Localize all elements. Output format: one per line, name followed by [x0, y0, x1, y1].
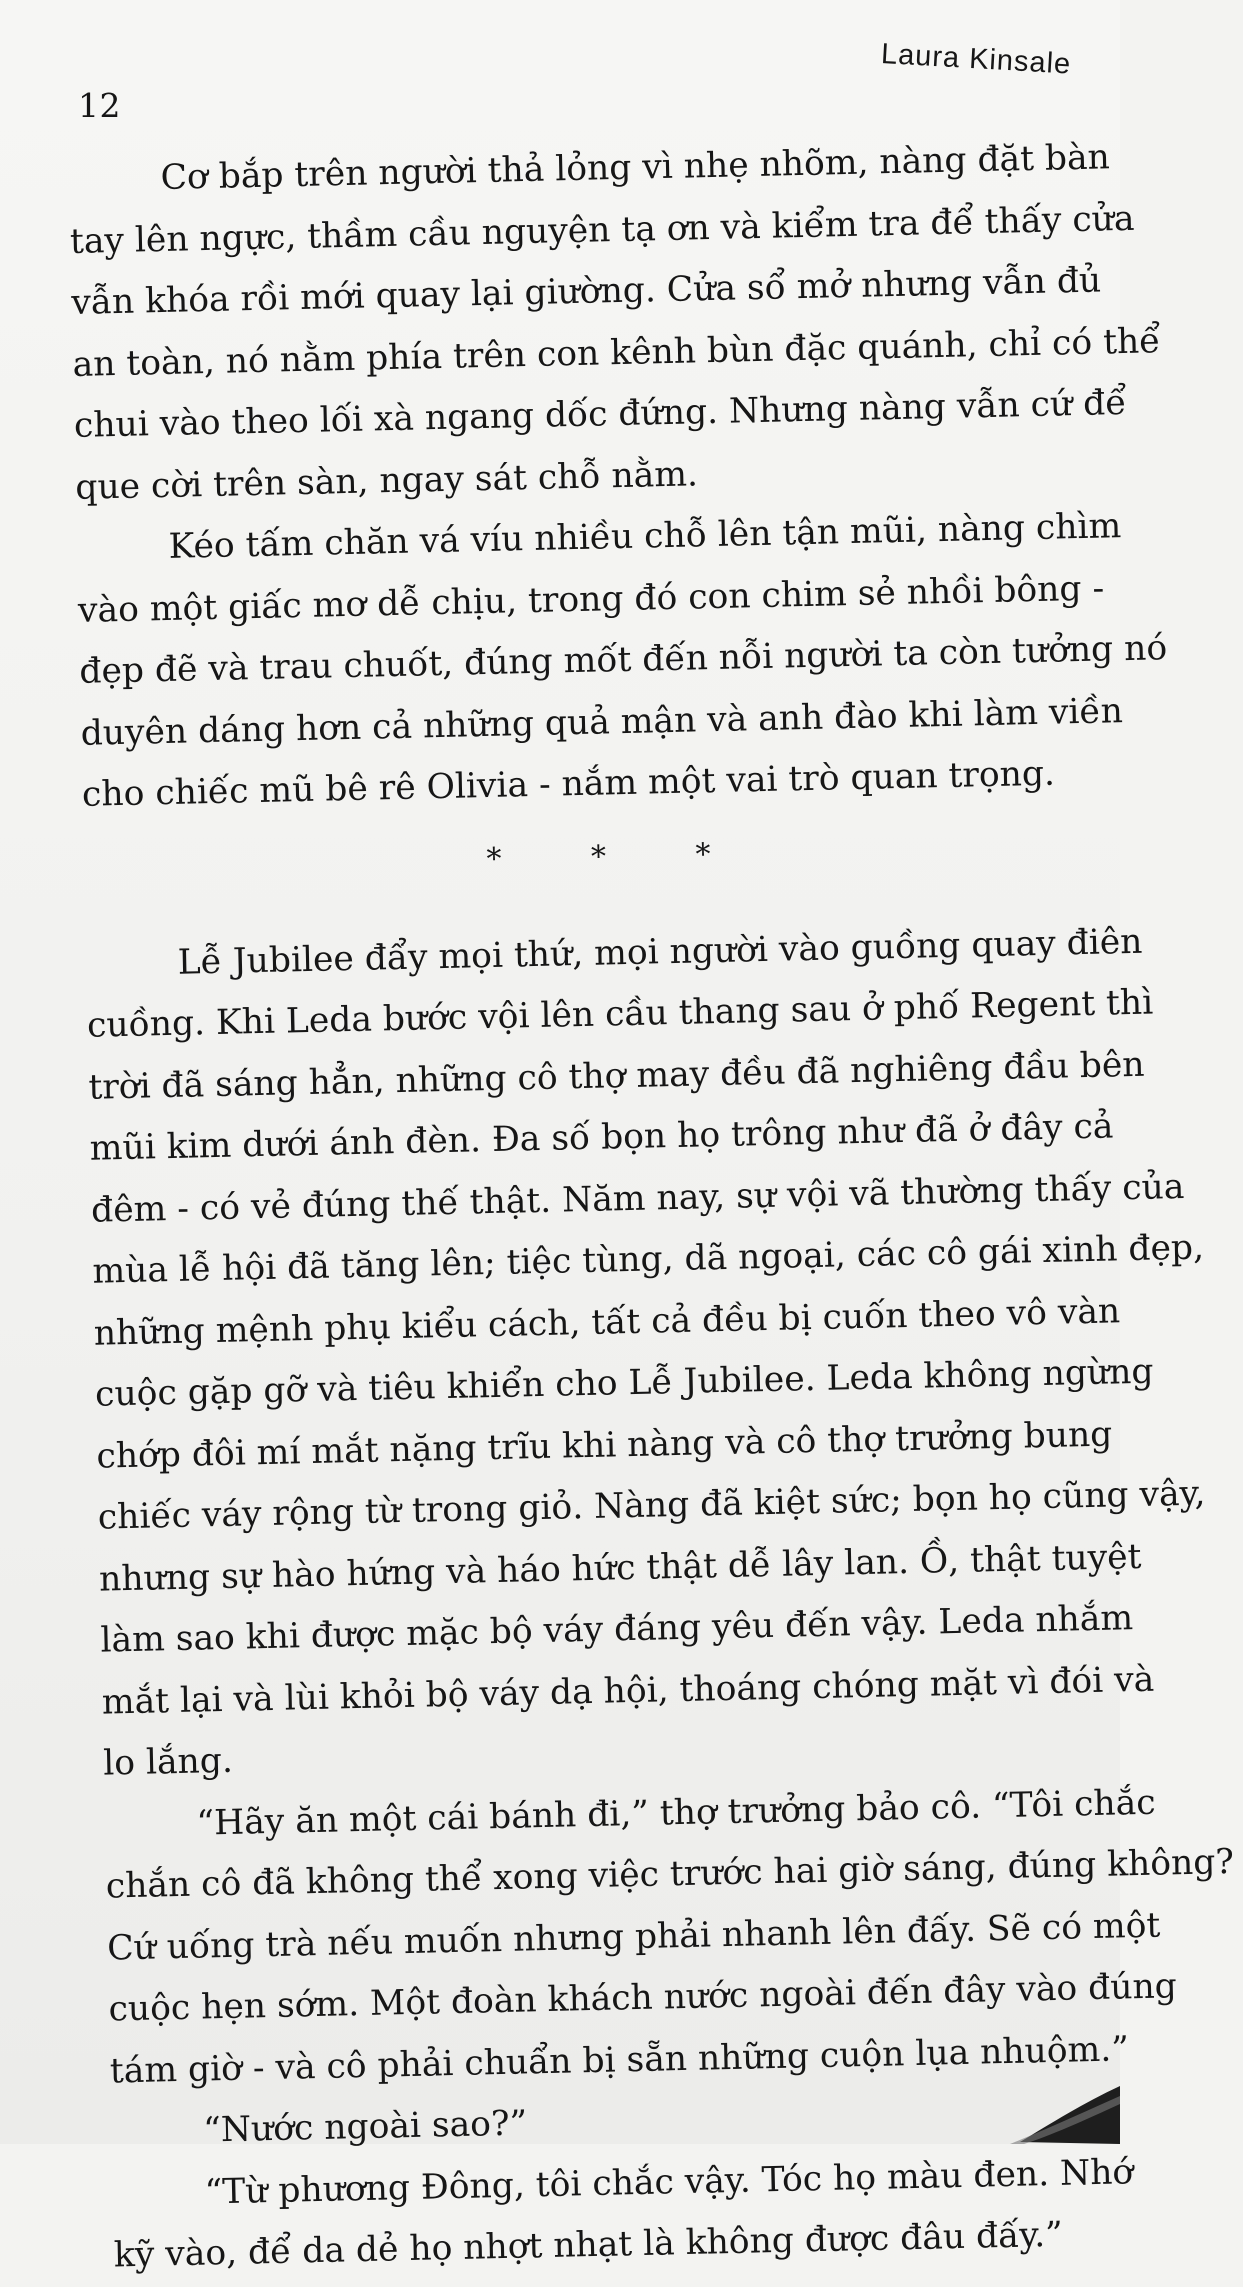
text-line: Cơ bắp trên người thả lỏng vì nhẹ nhõm, nàng đặt bàn [160, 137, 1111, 198]
running-header-author: Laura Kinsale [880, 38, 1073, 81]
text-line: cho chiếc mũ bê rê Olivia - nắm một vai trò quan trọng. [81, 753, 1056, 815]
text-line: kỹ vào, để da dẻ họ nhợt nhạt là không được đâu đấy.” [113, 2214, 1064, 2276]
paragraph [68, 128, 1161, 519]
text-line: Lễ Jubilee đẩy mọi thứ, mọi người vào guồng quay điên [177, 921, 1143, 983]
text-line: cuồng. Khi Leda bước vội lên cầu thang sau ở phố Regent thì [86, 982, 1154, 1046]
text-line: mùa lễ hội đã tăng lên; tiệc tùng, dã ngoại, các cô gái xinh đẹp, [92, 1227, 1205, 1292]
text-line: làm sao khi được mặc bộ váy đáng yêu đến vậy. Leda nhắm [100, 1598, 1134, 1661]
text-line: chiếc váy rộng từ trong giỏ. Nàng đã kiệt sức; bọn họ cũng vậy, [97, 1473, 1206, 1538]
text-line: trời đã sáng hẳn, những cô thợ may đều đã nghiêng đầu bên [88, 1044, 1145, 1108]
page-number: 12 [78, 86, 121, 125]
text-line: mũi kim dưới ánh đèn. Đa số bọn họ trông như đã ở đây cả [89, 1106, 1114, 1169]
text-line: lo lắng. [102, 1740, 234, 1784]
text-line: nhưng sự hào hứng và háo hức thật dễ lây lan. Ồ, thật tuyệt [98, 1536, 1142, 1600]
text-line: “Nước ngoài sao?” [202, 2103, 528, 2151]
text-line: đẹp đẽ và trau chuốt, đúng mốt đến nỗi người ta còn tưởng nó [78, 628, 1168, 692]
text-line: tay lên ngực, thầm cầu nguyện tạ ơn và kiểm tra để thấy cửa [69, 198, 1135, 262]
text-line: đêm - có vẻ đúng thế thật. Năm nay, sự vội vã thường thấy của [90, 1166, 1185, 1231]
text-line: vào một giấc mơ dễ chịu, trong đó con chim sẻ nhồi bông - [77, 568, 1105, 631]
text-line: cuộc hẹn sớm. Một đoàn khách nước ngoài đến đây vào đúng [108, 1966, 1178, 2030]
page-curl-shadow [1010, 2074, 1120, 2144]
text-line: “Từ phương Đông, tôi chắc vậy. Tóc họ màu đen. Nhớ [204, 2151, 1134, 2213]
body-text [68, 128, 1235, 2287]
text-line: mắt lại và lùi khỏi bộ váy dạ hội, thoáng chóng mặt vì đói và [101, 1659, 1155, 1723]
scene-break-separator: * * * [486, 835, 751, 877]
text-line: duyên dáng hơn cả những quả mận và anh đào khi làm viền [80, 690, 1124, 754]
text-line: vẫn khóa rồi mới quay lại giường. Cửa sổ mở nhưng vẫn đủ [70, 260, 1102, 323]
text-line: chui vào theo lối xà ngang dốc đứng. Nhưng nàng vẫn cứ để [73, 382, 1127, 446]
text-line: tám giờ - và cô phải chuẩn bị sẵn những cuộn lụa nhuộm.” [109, 2028, 1130, 2092]
text-line: Cứ uống trà nếu muốn nhưng phải nhanh lên đấy. Sẽ có một [106, 1905, 1161, 1969]
text-line: chắn cô đã không thể xong việc trước hai giờ sáng, đúng không? [105, 1841, 1235, 1907]
text-line: Kéo tấm chăn vá víu nhiều chỗ lên tận mũi, nàng chìm [168, 506, 1122, 567]
paragraph [112, 2142, 1134, 2287]
paragraph [76, 497, 1168, 826]
paragraph [85, 912, 1206, 1795]
text-line: an toàn, nó nằm phía trên con kênh bùn đặc quánh, chỉ có thể [72, 320, 1161, 385]
text-line: chớp đôi mí mắt nặng trĩu khi nàng và cô thợ trưởng bung [96, 1414, 1113, 1477]
text-line: cuộc gặp gỡ và tiêu khiển cho Lễ Jubilee. Leda không ngừng [94, 1351, 1154, 1415]
paragraph [104, 1773, 1235, 2102]
text-line: que cời trên sàn, ngay sát chỗ nằm. [74, 453, 699, 508]
text-line: những mệnh phụ kiểu cách, tất cả đều bị cuốn theo vô vàn [93, 1290, 1121, 1354]
text-line: “Hãy ăn một cái bánh đi,” thợ trưởng bảo cô. “Tôi chắc [196, 1782, 1156, 1844]
